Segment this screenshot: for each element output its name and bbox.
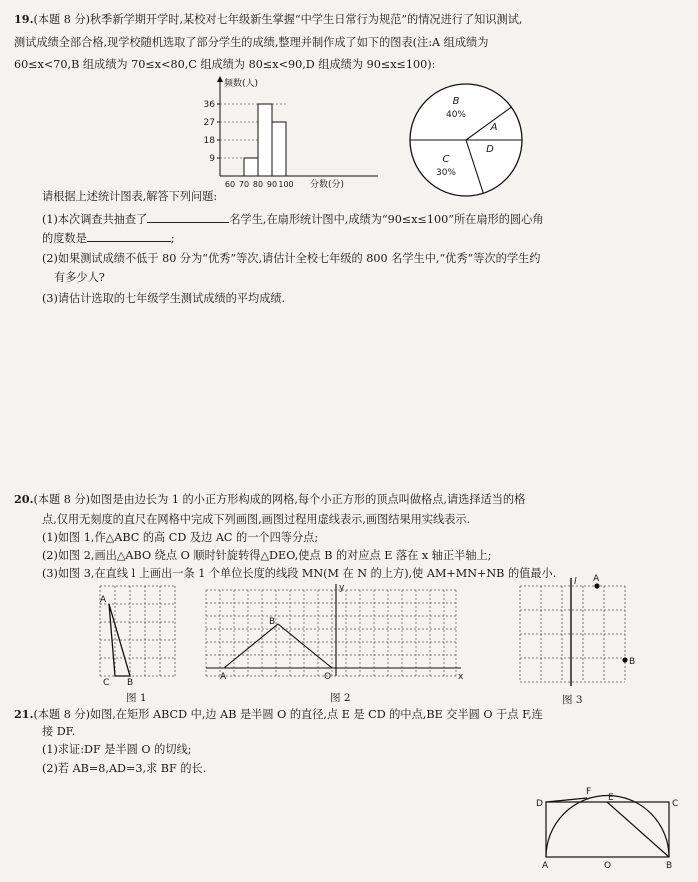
x-tick-label: 70 [238, 180, 250, 189]
point-a3 [594, 583, 599, 588]
figure-1-caption: 图 1 [126, 692, 147, 704]
y-tick-label: 36 [203, 100, 215, 110]
point-a2-label: A [220, 672, 227, 682]
triangle-abc [109, 604, 130, 676]
figure-2-grid [206, 584, 466, 684]
q20-part3: (3)如图 3,在直线 l 上画出一条 1 个单位长度的线段 MN(M 在 N 的上方),使 AM+MN+NB 的值最小. [42, 567, 557, 580]
pie-slice-label: C [442, 154, 450, 165]
point-b-label: B [666, 861, 673, 871]
segment-be [607, 802, 669, 857]
q21-number: 21. [14, 707, 34, 721]
q19-intro: 请根据上述统计图表,解答下列问题: [42, 190, 218, 203]
x-tick-label: 60 [224, 180, 236, 189]
triangle-abo [224, 624, 332, 668]
figure-3-grid [520, 574, 640, 688]
answer-blank-1[interactable] [147, 211, 229, 223]
q19-part1-line-2 [42, 230, 175, 246]
q20-part1: (1)如图 1,作△ABC 的高 CD 及边 AC 的一个四等分点; [42, 531, 319, 544]
figure-1-grid [100, 586, 180, 686]
q19-number: 19. [14, 12, 34, 26]
point-b-label: B [127, 678, 134, 688]
answer-blank-2[interactable] [87, 230, 171, 242]
semicircle-o [546, 796, 669, 857]
x-axis-label: x [458, 672, 464, 682]
q20-text-1: (本题 8 分)如图是由边长为 1 的小正方形构成的网格,每个小正方形的顶点叫做格点,请选择适当的格 [33, 493, 526, 506]
pie-slice-label: A [490, 122, 498, 133]
point-b2-label: B [269, 617, 276, 627]
y-axis-arrow [217, 76, 223, 82]
q21-line-2: 接 DF. [42, 725, 76, 738]
x-tick-label: 80 [252, 180, 264, 189]
pie-slice-percent: 40% [445, 110, 467, 120]
q19-part1-line [42, 211, 544, 227]
x-tick-label: 90 [266, 180, 278, 189]
q19-part1-a: (1)本次调查共抽查了 [42, 213, 148, 226]
point-c-label: C [103, 678, 110, 688]
histogram-bar [244, 158, 258, 176]
y-tick-label: 9 [209, 154, 215, 164]
pie-slice-label: B [452, 96, 460, 107]
q21-part1: (1)求证:DF 是半圆 O 的切线; [42, 743, 192, 756]
q19-part1-b: 名学生,在扇形统计图中,成绩为“90≤x≤100”所在扇形的圆心角 [229, 213, 544, 226]
point-o-label: O [604, 861, 612, 871]
y-tick-label: 18 [203, 136, 215, 146]
q20-number: 20. [14, 492, 34, 506]
x-axis-title: 分数(分) [310, 180, 345, 190]
rectangle-abcd [546, 802, 669, 857]
y-axis-label: y [339, 583, 345, 593]
q20-part2: (2)如图 2,画出△ABO 绕点 O 顺时针旋转得△DEO,使点 B 的对应点 E 落在 x 轴正半轴上; [42, 549, 492, 562]
histogram-bar [272, 122, 286, 176]
q19-part1-d: ; [170, 232, 175, 245]
pie-slice-label: D [486, 144, 494, 155]
y-tick-label: 27 [203, 118, 215, 128]
q21-line-1 [14, 707, 543, 722]
q19-line-2: 测试成绩全部合格,现学校随机选取了部分学生的成绩,整理并制作成了如下的图表(注:A 组成绩为 [14, 36, 489, 49]
line-l-label: l [574, 577, 577, 587]
point-b3-label: B [629, 657, 636, 667]
q19-text-1: (本题 8 分)秋季新学期开学时,某校对七年级新生掌握“中学生日常行为规范”的情况进行了知识测试, [33, 13, 523, 26]
figure-2-caption: 图 2 [330, 692, 351, 704]
figure-rectangle-semicircle [534, 782, 684, 872]
histogram-bar [258, 104, 272, 176]
q19-part2-line-1: (2)如果测试成绩不低于 80 分为“优秀”等次,请估计全校七年级的 800 名学生中,“优秀”等次的学生约 [42, 252, 541, 265]
histogram-chart [192, 76, 392, 190]
point-a-label: A [542, 861, 549, 871]
q20-line-2: 点,仅用无刻度的直尺在网格中完成下列画图,画图过程用虚线表示,画图结果用实线表示. [42, 513, 471, 526]
point-e-label: E [608, 793, 614, 803]
point-a-label: A [100, 595, 107, 605]
point-f-label: F [586, 787, 592, 797]
q19-line-1 [14, 12, 522, 27]
x-tick-label: 100 [278, 180, 294, 189]
point-d-label: D [536, 799, 543, 809]
q20-line-1 [14, 492, 525, 507]
pie-slice-percent: 30% [435, 168, 457, 178]
point-o2-label: O [324, 672, 332, 682]
q19-part1-c: 的度数是 [42, 232, 87, 245]
pie-chart [406, 80, 526, 200]
point-a3-label: A [593, 574, 600, 584]
figure-3-caption: 图 3 [562, 694, 583, 706]
q21-part2: (2)若 AB=8,AD=3,求 BF 的长. [42, 762, 207, 775]
q19-line-3: 60≤x<70,B 组成绩为 70≤x<80,C 组成绩为 80≤x<90,D 组成绩为 90≤x≤100): [14, 58, 436, 71]
q21-text-1: (本题 8 分)如图,在矩形 ABCD 中,边 AB 是半圆 O 的直径,点 E 是 CD 的中点,BE 交半圆 O 于点 F,连 [33, 708, 543, 721]
point-b3 [622, 657, 627, 662]
q19-part2-line-2: 有多少人? [54, 271, 105, 284]
q19-part3: (3)请估计选取的七年级学生测试成绩的平均成绩. [42, 292, 286, 305]
point-c-label: C [672, 799, 679, 809]
y-axis-title: 频数(人) [224, 79, 259, 89]
